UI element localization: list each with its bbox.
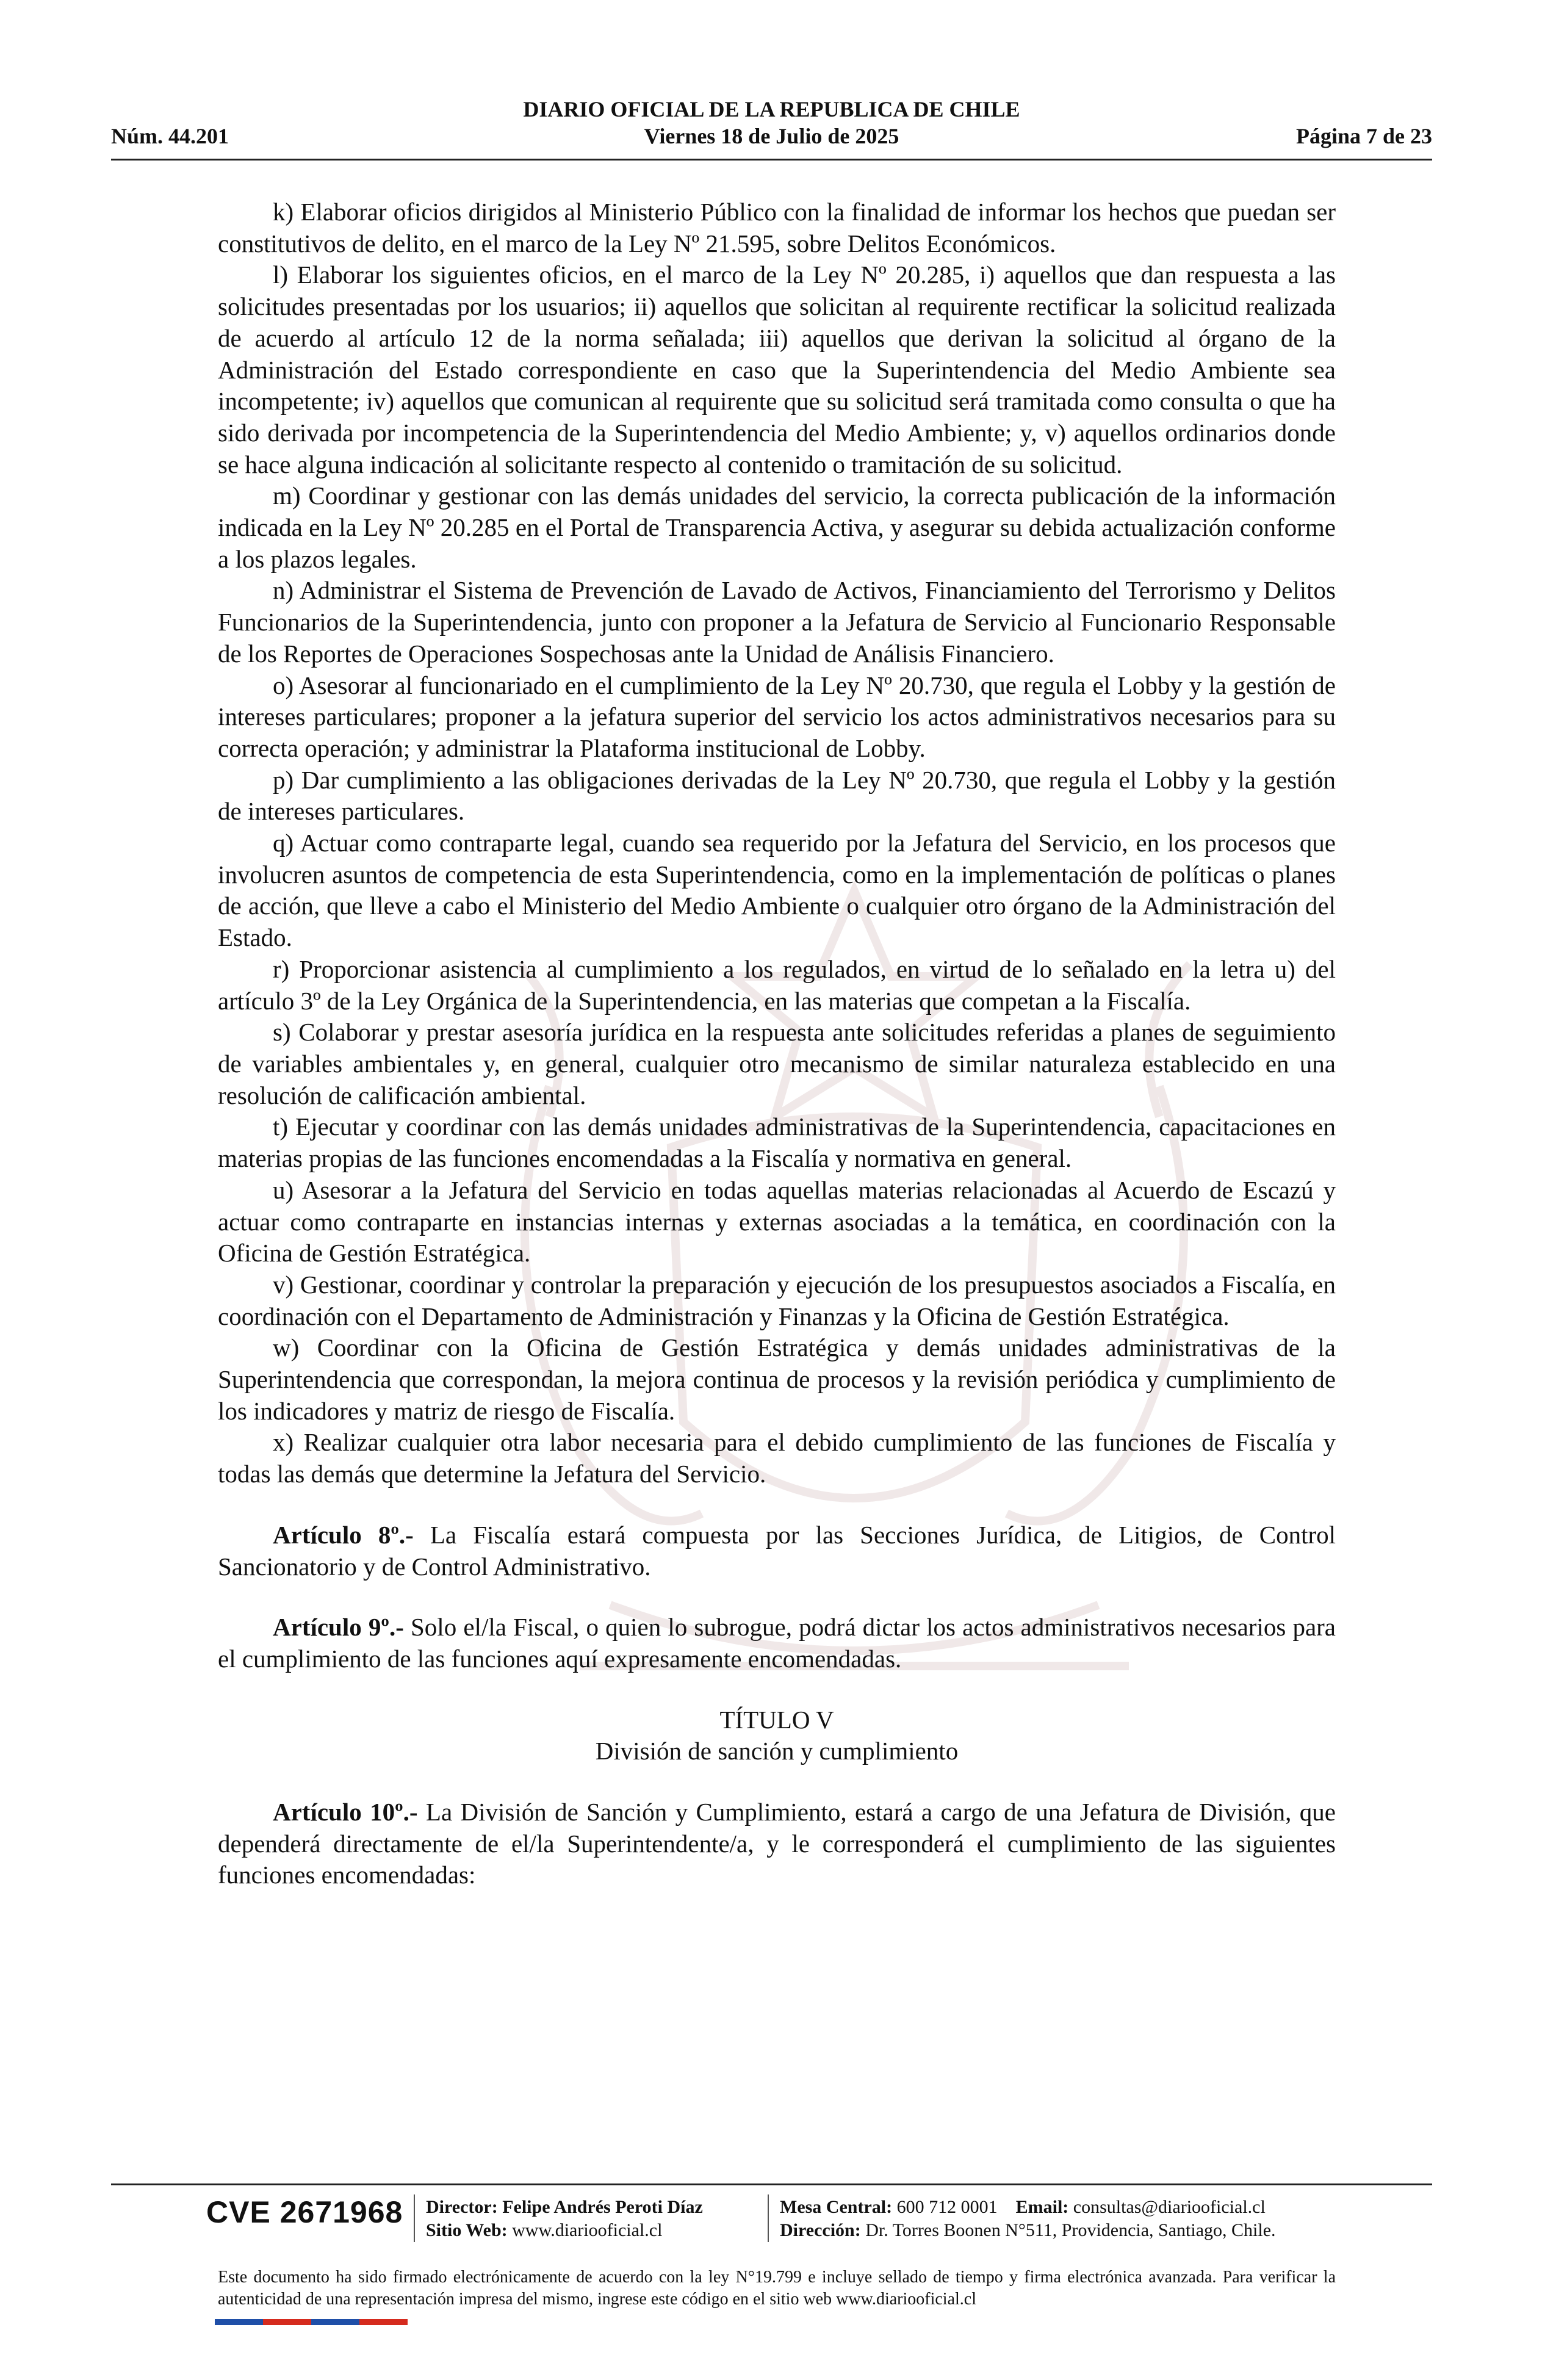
page-header bbox=[111, 92, 1432, 160]
mesa-value: 600 712 0001 bbox=[896, 2197, 998, 2217]
paragraph-s: s) Colaborar y prestar asesoría jurídica en la respuesta ante solicitudes referidas a planes de seguimiento de variables ambientales y, en general, cualquier otro mecanismo de similar naturaleza establecido en una resolución de calificación ambiental. bbox=[218, 1018, 1336, 1109]
paragraph-n: n) Administrar el Sistema de Prevención de Lavado de Activos, Financiamiento del Terrorismo y Delitos Funcionarios de la Superintendencia, junto con proponer a la Jefatura de Servicio al Funcionario Responsable de los Reportes de Operaciones Sospechosas ante la Unidad de Análisis Financiero. bbox=[218, 576, 1336, 668]
article-10 bbox=[218, 1797, 1336, 1891]
paragraph-l: l) Elaborar los siguientes oficios, en el marco de la Ley Nº 20.285, i) aquellos que dan respuesta a las solicitudes presentadas por los usuarios; ii) aquellos que solicitan al requirente rectificar la solicitud realizada de acuerdo al artículo 12 de la norma señalada; iii) aquellos que derivan la solicitud al órgano de la Administración del Estado correspondiente en caso que la Superintendencia del Medio Ambiente sea incompetente; iv) aquellos que comunican al requirente que su solicitud será tramitada como consulta o que ha sido derivada por incompetencia de la Superintendencia del Medio Ambiente; y, v) aquellos ordinarios donde se hace alguna indicación al solicitante respecto al contenido o tramitación de su solicitud. bbox=[218, 261, 1336, 478]
titulo-subheading: División de sanción y cumplimiento bbox=[595, 1737, 959, 1765]
issue-number: Núm. 44.201 bbox=[111, 124, 229, 148]
paragraph-u: u) Asesorar a la Jefatura del Servicio en todas aquellas materias relacionadas al Acuerdo de Escazú y actuar como contraparte en instancias internas y externas asociadas a la temática, en coordinación con la Oficina de Gestión Estratégica. bbox=[218, 1175, 1336, 1268]
email-label: Email: bbox=[1015, 2197, 1069, 2217]
address-value: Dr. Torres Boonen N°511, Providencia, Santiago, Chile. bbox=[865, 2220, 1276, 2240]
article-9-label: Artículo 9º.- bbox=[273, 1613, 404, 1642]
titulo-heading: TÍTULO V bbox=[719, 1705, 834, 1734]
article-8 bbox=[218, 1520, 1336, 1582]
flag-stripe bbox=[263, 2319, 311, 2325]
paragraph-p: p) Dar cumplimiento a las obligaciones derivadas de la Ley Nº 20.730, que regula el Lobby y la gestión de intereses particulares. bbox=[218, 765, 1336, 826]
flag-stripe bbox=[215, 2319, 263, 2325]
paragraph-o: o) Asesorar al funcionariado en el cumplimiento de la Ley Nº 20.730, que regula el Lobby y la gestión de intereses particulares; proponer a la jefatura superior del servicio los actos administrativos necesarios para su correcta operación; y administrar la Plataforma institucional de Lobby. bbox=[218, 671, 1336, 762]
footer-contact-block bbox=[780, 2196, 1276, 2242]
paragraph-r: r) Proporcionar asistencia al cumplimiento a los regulados, en virtud de lo señalado en la letra u) del artículo 3º de la Ley Orgánica de la Superintendencia, en las materias que competan a la Fiscalía. bbox=[218, 954, 1336, 1015]
site-link[interactable]: www.diariooficial.cl bbox=[512, 2220, 663, 2240]
section-title bbox=[218, 1704, 1336, 1767]
flag-stripe bbox=[359, 2319, 408, 2325]
paragraph-v: v) Gestionar, coordinar y controlar la preparación y ejecución de los presupuestos asociados a Fiscalía, en coordinación con el Departamento de Administración y Finanzas y la Oficina de Gestión Estratégica. bbox=[218, 1270, 1336, 1330]
director-label: Director: bbox=[426, 2197, 498, 2217]
footer-separator bbox=[414, 2194, 415, 2242]
issue-date: Viernes 18 de Julio de 2025 bbox=[644, 124, 899, 148]
mesa-label: Mesa Central: bbox=[780, 2197, 893, 2217]
paragraph-w: w) Coordinar con la Oficina de Gestión Estratégica y demás unidades administrativas de la Superintendencia que correspondan, la mejora continua de procesos y la revisión periódica y cumplimiento de los indicadores y matriz de riesgo de Fiscalía. bbox=[218, 1333, 1336, 1425]
cve-code: CVE 2671968 bbox=[206, 2195, 403, 2229]
paragraph-x: x) Realizar cualquier otra labor necesaria para el debido cumplimiento de las funciones de Fiscalía y todas las demás que determine la Jefatura del Servicio. bbox=[218, 1428, 1336, 1488]
article-10-label: Artículo 10º.- bbox=[273, 1798, 418, 1826]
page-number: Página 7 de 23 bbox=[1295, 124, 1432, 148]
document-body bbox=[218, 197, 1336, 1891]
footer-divider bbox=[111, 2183, 1432, 2185]
address-label: Dirección: bbox=[780, 2220, 861, 2240]
footer-director-block bbox=[426, 2196, 703, 2242]
flag-color-bar bbox=[215, 2319, 408, 2325]
article-8-label: Artículo 8º.- bbox=[273, 1520, 414, 1549]
flag-stripe bbox=[311, 2319, 359, 2325]
paragraph-k: k) Elaborar oficios dirigidos al Ministerio Público con la finalidad de informar los hechos que puedan ser constitutivos de delito, en el marco de la Ley Nº 21.595, sobre Delitos Económicos. bbox=[218, 198, 1336, 258]
article-8-text: La Fiscalía estará compuesta por las Secciones Jurídica, de Litigios, de Control Sancionatorio y de Control Administrativo. bbox=[218, 1520, 1336, 1581]
director-name: Felipe Andrés Peroti Díaz bbox=[502, 2197, 703, 2217]
article-10-text: La División de Sanción y Cumplimiento, estará a cargo de una Jefatura de División, que dependerá directamente de el/la Superintendente/a, y le corresponderá el cumplimiento de las siguientes funciones encomendadas: bbox=[218, 1798, 1336, 1889]
article-9-text: Solo el/la Fiscal, o quien lo subrogue, podrá dictar los actos administrativos necesarios para el cumplimiento de las funciones aquí expresamente encomendadas. bbox=[218, 1613, 1336, 1673]
article-9 bbox=[218, 1612, 1336, 1675]
paragraph-m: m) Coordinar y gestionar con las demás unidades del servicio, la correcta publicación de la información indicada en la Ley Nº 20.285 en el Portal de Transparencia Activa, y asegurar su debida actualización conforme a los plazos legales. bbox=[218, 481, 1336, 573]
electronic-signature-disclaimer: Este documento ha sido firmado electrónicamente de acuerdo con la ley N°19.799 e incluye sellado de tiempo y firma electrónica avanzada. Para verificar la autenticidad de una representación impresa del mismo, ingrese este código en el sitio web www.diariooficial.cl bbox=[218, 2268, 1336, 2309]
site-label: Sitio Web: bbox=[426, 2220, 508, 2240]
paragraph-t: t) Ejecutar y coordinar con las demás unidades administrativas de la Superintendencia, capacitaciones en materias propias de las funciones encomendadas a la Fiscalía y normativa en general. bbox=[218, 1112, 1336, 1173]
email-link[interactable]: consultas@diariooficial.cl bbox=[1073, 2197, 1266, 2217]
paragraph-q: q) Actuar como contraparte legal, cuando sea requerido por la Jefatura del Servicio, en los procesos que involucren asuntos de competencia de esta Superintendencia, como en la implementación de políticas o planes de acción, que lleve a cabo el Ministerio del Medio Ambiente o cualquier otro órgano de la Administración del Estado. bbox=[218, 829, 1336, 952]
footer-separator bbox=[768, 2194, 769, 2242]
newspaper-title: DIARIO OFICIAL DE LA REPUBLICA DE CHILE bbox=[523, 97, 1020, 121]
